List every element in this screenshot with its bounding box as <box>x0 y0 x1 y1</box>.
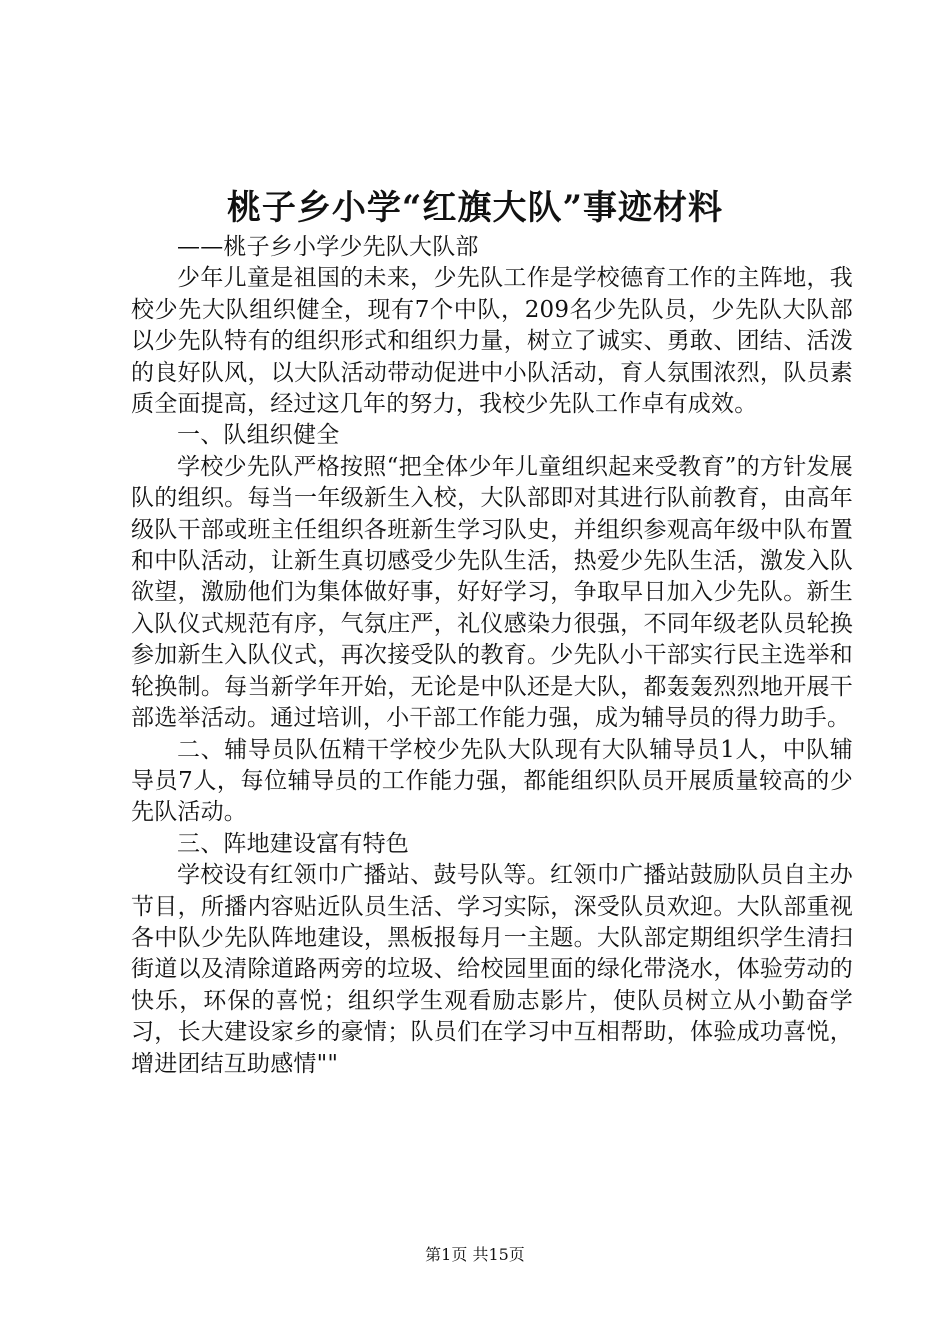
document-body <box>131 232 853 1080</box>
section-heading-3: 三、阵地建设富有特色 <box>177 830 409 857</box>
document-title: 桃子乡小学“红旗大队”事迹材料 <box>226 188 724 228</box>
paragraph-section-1: 学校少先队严格按照“把全体少年儿童组织起来受教育”的方针发展队的组织。每当一年级新生入校，大队部即对其进行队前教育，由高年级队干部或班主任组织各班新生学习队史，并组织参观高年级中队布置和中队活动，让新生真切感受少先队生活，热爱少先队生活，激发入队欲望，激励他们为集体做好事，好好学习，争取早日加入少先队。新生入队仪式规范有序，气氛庄严，礼仪感染力很强，不同年级老队员轮换参加新生入队仪式，再次接受队的教育。少先队小干部实行民主选举和轮换制。每当新学年开始，无论是中队还是大队，都轰轰烈烈地开展干部选举活动。通过培训，小干部工作能力强，成为辅导员的得力助手。 <box>131 453 853 732</box>
paragraph-intro: 少年儿童是祖国的未来，少先队工作是学校德育工作的主阵地，我校少先大队组织健全，现有7个中队，209名少先队员，少先队大队部以少先队特有的组织形式和组织力量，树立了诚实、勇敢、团结、活泼的良好队风，以大队活动带动促进中小队活动，育人氛围浓烈，队员素质全面提高，经过这几年的努力，我校少先队工作卓有成效。 <box>131 265 853 418</box>
section-heading-1: 一、队组织健全 <box>177 422 340 449</box>
page-number-footer: 第1页 共15页 <box>425 1245 525 1264</box>
paragraph-section-3: 学校设有红领巾广播站、鼓号队等。红领巾广播站鼓励队员自主办节目，所播内容贴近队员生活、学习实际，深受队员欢迎。大队部重视各中队少先队阵地建设，黑板报每月一主题。大队部定期组织学生清扫街道以及清除道路两旁的垃圾、给校园里面的绿化带浇水，体验劳动的快乐，环保的喜悦；组织学生观看励志影片，使队员树立从小勤奋学习，长大建设家乡的豪情；队员们在学习中互相帮助，体验成功喜悦，增进团结互助感情"" <box>131 862 853 1077</box>
document-subtitle: ——桃子乡小学少先队大队部 <box>177 234 479 260</box>
paragraph-section-2: 二、辅导员队伍精干学校少先队大队现有大队辅导员1人，中队辅导员7人，每位辅导员的工作能力强，都能组织队员开展质量较高的少先队活动。 <box>131 736 853 826</box>
